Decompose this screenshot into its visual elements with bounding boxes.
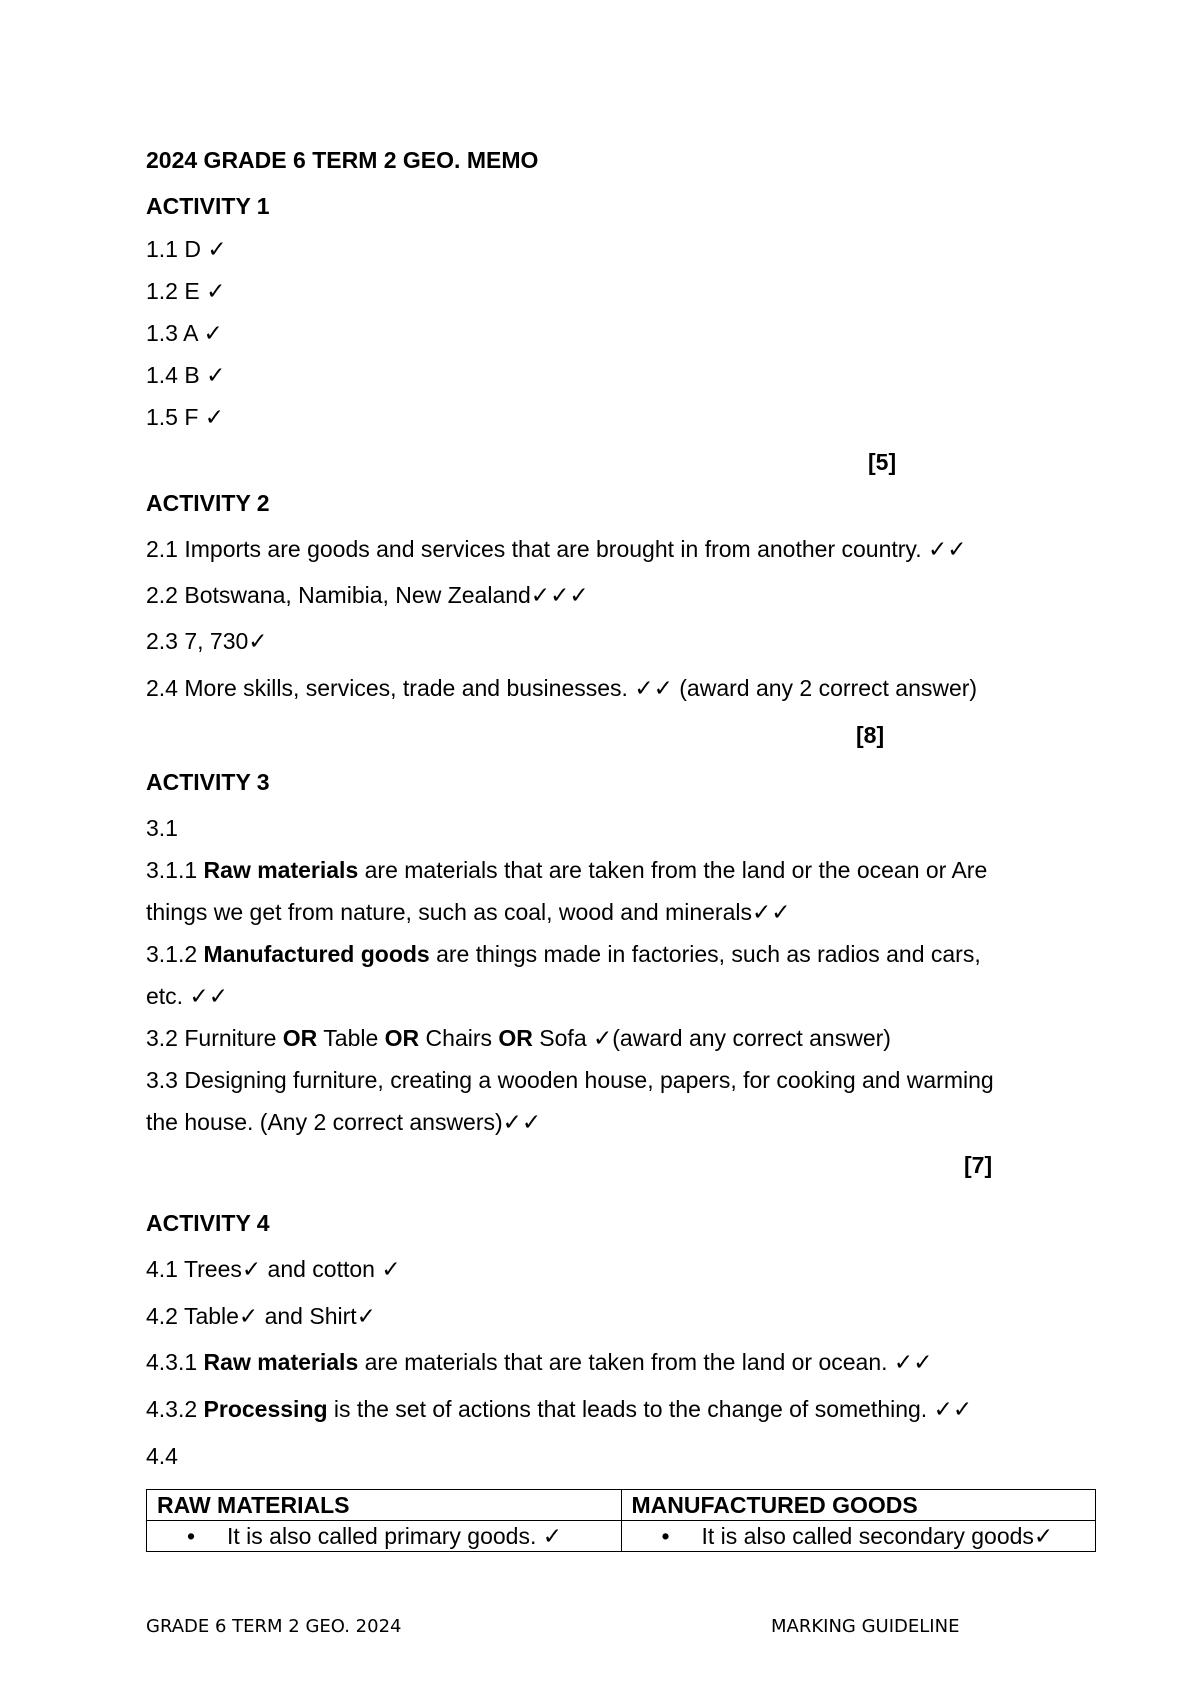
activity-4-heading: ACTIVITY 4 bbox=[146, 1210, 270, 1236]
answer-3-1-2-cont: etc. ✓✓ bbox=[146, 983, 229, 1009]
table-cell-raw: • It is also called primary goods. ✓ bbox=[147, 1521, 622, 1552]
answer-3-3-cont: the house. (Any 2 correct answers)✓✓ bbox=[146, 1109, 542, 1135]
page-title: 2024 GRADE 6 TERM 2 GEO. MEMO bbox=[146, 147, 539, 173]
answer-2-3: 2.3 7, 730✓ bbox=[146, 628, 268, 654]
activity-1-heading: ACTIVITY 1 bbox=[146, 193, 270, 219]
activity-2-heading: ACTIVITY 2 bbox=[146, 490, 270, 516]
answer-1-2: 1.2 E ✓ bbox=[146, 278, 226, 304]
answer-3-3: 3.3 Designing furniture, creating a wooden house, papers, for cooking and warming bbox=[146, 1067, 994, 1093]
answer-4-1: 4.1 Trees✓ and cotton ✓ bbox=[146, 1256, 401, 1282]
answer-3-1-1: 3.1.1 Raw materials are materials that are taken from the land or the ocean or Are bbox=[146, 857, 988, 883]
table-row bbox=[147, 1521, 1096, 1552]
table-header-row bbox=[147, 1490, 1096, 1521]
table-cell-manufactured: • It is also called secondary goods✓ bbox=[621, 1521, 1096, 1552]
bullet-icon: • bbox=[187, 1523, 196, 1549]
table-header-raw-materials: RAW MATERIALS bbox=[147, 1490, 622, 1521]
answer-4-2: 4.2 Table✓ and Shirt✓ bbox=[146, 1303, 376, 1329]
bullet-icon: • bbox=[661, 1523, 670, 1549]
answer-4-3-1: 4.3.1 Raw materials are materials that are taken from the land or ocean. ✓✓ bbox=[146, 1349, 933, 1375]
goods-table bbox=[146, 1489, 1096, 1552]
answer-2-1: 2.1 Imports are goods and services that are brought in from another country. ✓✓ bbox=[146, 536, 967, 562]
answer-3-1: 3.1 bbox=[146, 815, 178, 841]
answer-3-1-1-cont: things we get from nature, such as coal, wood and minerals✓✓ bbox=[146, 899, 791, 925]
answer-1-5: 1.5 F ✓ bbox=[146, 404, 225, 430]
footer-right: MARKING GUIDELINE bbox=[771, 1616, 960, 1637]
activity-3-total: [7] bbox=[964, 1152, 993, 1178]
answer-2-2: 2.2 Botswana, Namibia, New Zealand✓✓✓ bbox=[146, 582, 589, 608]
activity-1-total: [5] bbox=[868, 449, 897, 475]
answer-2-4: 2.4 More skills, services, trade and businesses. ✓✓ (award any 2 correct answer) bbox=[146, 675, 978, 701]
activity-3-heading: ACTIVITY 3 bbox=[146, 769, 270, 795]
table-header-manufactured-goods: MANUFACTURED GOODS bbox=[621, 1490, 1096, 1521]
answer-3-1-2: 3.1.2 Manufactured goods are things made in factories, such as radios and cars, bbox=[146, 941, 981, 967]
answer-4-3-2: 4.3.2 Processing is the set of actions that leads to the change of something. ✓✓ bbox=[146, 1396, 973, 1422]
answer-1-3: 1.3 A ✓ bbox=[146, 320, 223, 346]
answer-3-2: 3.2 Furniture OR Table OR Chairs OR Sofa ✓(award any correct answer) bbox=[146, 1025, 891, 1051]
answer-4-4: 4.4 bbox=[146, 1443, 178, 1469]
activity-2-total: [8] bbox=[856, 722, 885, 748]
answer-1-1: 1.1 D ✓ bbox=[146, 236, 227, 262]
footer-left: GRADE 6 TERM 2 GEO. 2024 bbox=[146, 1616, 402, 1637]
answer-1-4: 1.4 B ✓ bbox=[146, 362, 226, 388]
